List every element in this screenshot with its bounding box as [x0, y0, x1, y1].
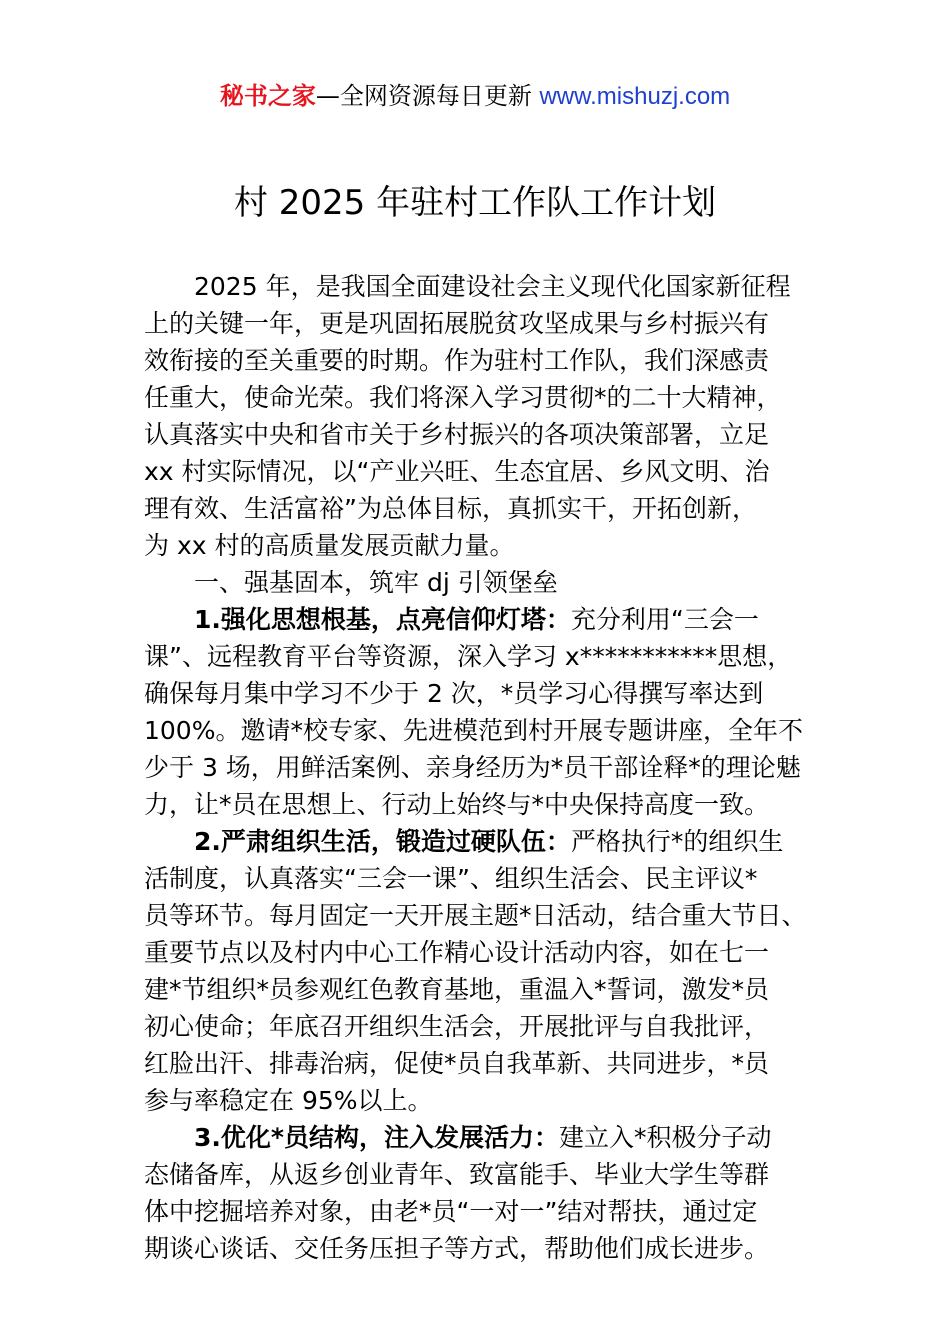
item-3-line: [144, 1119, 844, 1156]
site-banner: [0, 78, 950, 115]
item-3-heading: 3.优化*员结构，注入发展活力：: [194, 1123, 559, 1152]
document-title: 村 2025 年驻村工作队工作计划: [233, 183, 717, 223]
paragraph-line: 少于 3 场，用鲜活案例、亲身经历为*员干部诠释*的理论魅: [144, 753, 801, 782]
paragraph-line: 体中挖掘培养对象，由老*员“一对一”结对帮扶，通过定: [144, 1197, 758, 1226]
paragraph-line: 活制度，认真落实“三会一课”、组织生活会、民主评议*: [144, 864, 758, 893]
item-2-line: [144, 823, 844, 860]
item-1-line: [144, 601, 844, 638]
paragraph-line: 初心使命；年底召开组织生活会，开展批评与自我批评，: [144, 1012, 770, 1041]
item-1-heading: 1.强化思想根基，点亮信仰灯塔：: [194, 605, 571, 634]
paragraph-line: xx 村实际情况，以“产业兴旺、生态宜居、乡风文明、治: [144, 457, 770, 486]
item-1-text: 充分利用“三会一: [570, 605, 759, 634]
document-body: [144, 268, 844, 1267]
paragraph-line: 效衔接的至关重要的时期。作为驻村工作队，我们深感责: [144, 346, 770, 375]
paragraph-line: 为 xx 村的高质量发展贡献力量。: [144, 531, 515, 560]
site-url-link[interactable]: www.mishuzj.com: [539, 83, 731, 110]
paragraph-line: 理有效、生活富裕”为总体目标，真抓实干，开拓创新，: [144, 494, 757, 523]
paragraph-line: 课”、远程教育平台等资源，深入学习 x***********思想，: [144, 642, 793, 671]
paragraph-line: 任重大，使命光荣。我们将深入学习贯彻*的二十大精神，: [144, 383, 782, 412]
item-2-heading: 2.严肃组织生活，锻造过硬队伍：: [194, 827, 571, 856]
paragraph-line: 重要节点以及村内中心工作精心设计活动内容，如在七一: [144, 938, 770, 967]
item-2-text: 严格执行*的组织生: [570, 827, 784, 856]
paragraph-line: 力，让*员在思想上、行动上始终与*中央保持高度一致。: [144, 790, 770, 819]
paragraph-line: 红脸出汗、排毒治病，促使*员自我革新、共同进步，*员: [144, 1049, 770, 1078]
paragraph-line: 认真落实中央和省市关于乡村振兴的各项决策部署，立足: [144, 420, 770, 449]
item-3-text: 建立入*积极分子动: [558, 1123, 772, 1152]
paragraph-line: 100%。邀请*校专家、先进模范到村开展专题讲座，全年不: [144, 716, 803, 745]
paragraph-line: 上的关键一年，更是巩固拓展脱贫攻坚成果与乡村振兴有: [144, 309, 770, 338]
paragraph-line: 员等环节。每月固定一天开展主题*日活动，结合重大节日、: [144, 901, 807, 930]
paragraph-line: 期谈心谈话、交任务压担子等方式，帮助他们成长进步。: [144, 1234, 770, 1263]
paragraph-line: 确保每月集中学习不少于 2 次，*员学习心得撰写率达到: [144, 679, 764, 708]
paragraph-line: 建*节组织*员参观红色教育基地，重温入*誓词，激发*员: [144, 975, 770, 1004]
paragraph-line: 2025 年，是我国全面建设社会主义现代化国家新征程: [194, 272, 791, 301]
paragraph-line: 参与率稳定在 95%以上。: [144, 1086, 433, 1115]
brand-name: 秘书之家: [219, 82, 316, 110]
paragraph-line: 态储备库，从返乡创业青年、致富能手、毕业大学生等群: [144, 1160, 770, 1189]
banner-tagline: —全网资源每日更新: [315, 82, 540, 110]
section-heading: 一、强基固本，筑牢 dj 引领堡垒: [194, 568, 558, 597]
